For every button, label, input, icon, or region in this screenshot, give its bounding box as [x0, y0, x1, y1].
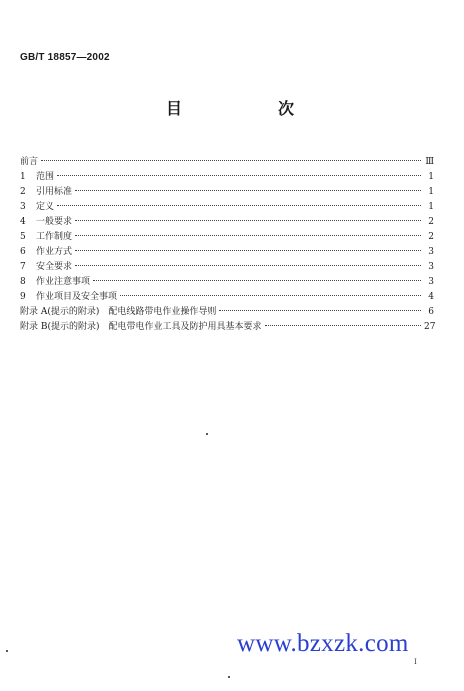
- toc-page: 2: [428, 217, 434, 227]
- toc-leader: [75, 220, 421, 221]
- toc-entry-appendix-a[interactable]: [20, 304, 434, 319]
- toc-label: 安全要求: [36, 262, 73, 272]
- toc-page: 27: [424, 322, 436, 332]
- toc-leader: [93, 280, 421, 281]
- toc-page: 3: [428, 247, 434, 257]
- toc-label: 定义: [36, 202, 55, 212]
- toc-label: 作业项目及安全事项: [36, 292, 118, 302]
- toc-leader: [219, 310, 421, 311]
- toc-entry-3[interactable]: [20, 199, 434, 214]
- toc-number: 6: [20, 247, 26, 257]
- toc-page: 3: [428, 262, 434, 272]
- scan-speck: [228, 676, 230, 678]
- toc-entry-8[interactable]: [20, 274, 434, 289]
- toc-entry-preface[interactable]: [20, 154, 434, 169]
- toc-label: 作业注意事项: [36, 277, 91, 287]
- toc-label: 附录 A(提示的附录) 配电线路带电作业操作导则: [20, 307, 217, 317]
- toc-number: 1: [20, 172, 26, 182]
- toc-entry-6[interactable]: [20, 244, 434, 259]
- toc-page: Ⅲ: [425, 157, 434, 167]
- toc-label: 范围: [36, 172, 55, 182]
- toc-page: 6: [428, 307, 434, 317]
- toc-label: 工作制度: [36, 232, 73, 242]
- toc-leader: [57, 205, 421, 206]
- standard-code: GB/T 18857—2002: [20, 52, 110, 63]
- toc-leader: [41, 160, 421, 161]
- toc-entry-9[interactable]: [20, 289, 434, 304]
- watermark-url[interactable]: www.bzxzk.com: [237, 630, 409, 657]
- toc-number: 8: [20, 277, 26, 287]
- toc-leader: [75, 235, 421, 236]
- toc-label: 引用标准: [36, 187, 73, 197]
- toc-label: 前言: [20, 157, 39, 167]
- toc-number: 2: [20, 187, 26, 197]
- toc-page: 1: [428, 187, 434, 197]
- toc-entry-1[interactable]: [20, 169, 434, 184]
- toc-entry-4[interactable]: [20, 214, 434, 229]
- toc-label: 作业方式: [36, 247, 73, 257]
- toc-entry-2[interactable]: [20, 184, 434, 199]
- toc-entry-appendix-b[interactable]: [20, 319, 434, 334]
- toc-number: 3: [20, 202, 26, 212]
- page-title: 目 次: [165, 99, 334, 118]
- toc-page: 3: [428, 277, 434, 287]
- toc-entry-5[interactable]: [20, 229, 434, 244]
- scan-speck: [206, 433, 208, 435]
- toc-label: 附录 B(提示的附录) 配电带电作业工具及防护用具基本要求: [20, 322, 262, 332]
- toc-number: 4: [20, 217, 26, 227]
- toc-page: 4: [428, 292, 434, 302]
- toc-leader: [265, 325, 422, 326]
- toc-page: 2: [428, 232, 434, 242]
- toc-leader: [75, 190, 421, 191]
- toc-page: 1: [428, 202, 434, 212]
- toc-leader: [57, 175, 421, 176]
- page-number: I: [414, 658, 417, 666]
- toc-number: 7: [20, 262, 26, 272]
- table-of-contents: [20, 154, 434, 334]
- toc-leader: [75, 265, 421, 266]
- toc-leader: [120, 295, 421, 296]
- toc-number: 5: [20, 232, 26, 242]
- toc-leader: [75, 250, 421, 251]
- toc-label: 一般要求: [36, 217, 73, 227]
- toc-entry-7[interactable]: [20, 259, 434, 274]
- toc-page: 1: [428, 172, 434, 182]
- toc-number: 9: [20, 292, 26, 302]
- scan-speck: [6, 650, 8, 652]
